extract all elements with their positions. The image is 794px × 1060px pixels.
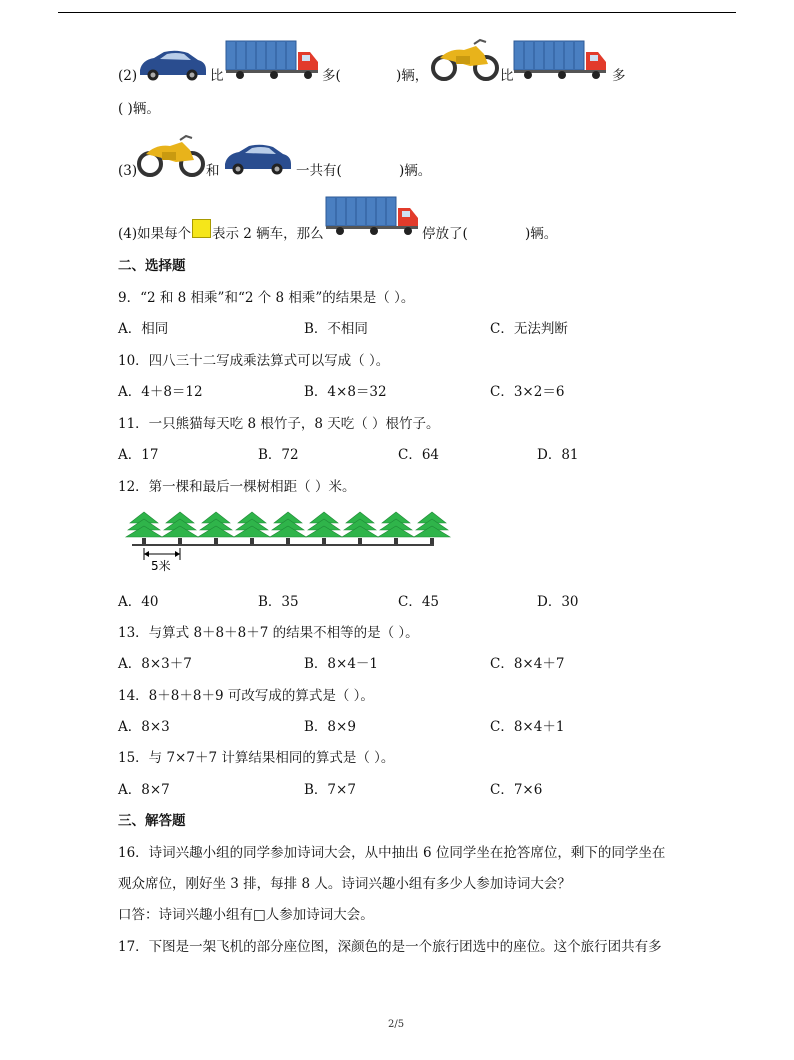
item-3-he: 和: [206, 163, 220, 179]
q17-line1: 17．下图是一架飞机的部分座位图，深颜色的是一个旅行团选中的座位。这个旅行团共有多: [118, 939, 662, 955]
option-c: C．7×6: [490, 782, 543, 798]
truck-icon-2: [512, 38, 608, 80]
q16-line1: 16．诗词兴趣小组的同学参加诗词大会，从中抽出 6 位同学坐在抢答席位，剩下的同学坐在: [118, 845, 666, 861]
item-2-number: (2): [118, 68, 138, 84]
tree-icon: [162, 512, 198, 544]
option-b: B．8×4－1: [304, 656, 378, 672]
question-stem: 13．与算式 8＋8＋8＋7 的结果不相等的是（ ）。: [118, 625, 419, 641]
page-number: 2/5: [388, 1019, 405, 1030]
question-stem: 14．8＋8＋8＋9 可改写成的算式是（ ）。: [118, 688, 374, 704]
question-stem: 9．“2 和 8 相乘”和“2 个 8 相乘”的结果是（ ）。: [118, 290, 415, 306]
tree-icon: [198, 512, 234, 544]
truck-icon: [224, 38, 320, 80]
option-b: B．72: [258, 447, 299, 463]
car-icon: [136, 48, 208, 82]
tree-icon: [306, 512, 342, 544]
option-b: B．8×9: [304, 719, 356, 735]
item-4-text1: (4)如果每个: [118, 226, 192, 242]
option-c: C．8×4＋7: [490, 656, 565, 672]
item-4-text4: )辆。: [525, 226, 558, 242]
tree-icon: [378, 512, 414, 544]
header-rule: [58, 12, 736, 13]
motorcycle-icon-3: [136, 134, 206, 178]
motorcycle-icon: [430, 38, 500, 82]
option-a: A．8×7: [118, 782, 170, 798]
tree-icon: [126, 512, 162, 544]
question-stem: 10．四八三十二写成乘法算式可以写成（ ）。: [118, 353, 390, 369]
tree-icon: [234, 512, 270, 544]
tree-icon: [414, 512, 450, 544]
option-c: C．64: [398, 447, 440, 463]
item-3-liang: )辆。: [399, 163, 432, 179]
section-heading-answer: 三、解答题: [118, 813, 186, 829]
option-a: A．相同: [118, 321, 169, 337]
item-4-text2: 表示 2 辆车，那么: [212, 226, 324, 242]
item-2-liang: )辆，: [396, 68, 429, 84]
truck-icon-4: [324, 194, 420, 236]
question-stem: 12．第一棵和最后一棵树相距（ ）米。: [118, 479, 356, 495]
option-d: D．30: [537, 594, 579, 610]
option-a: A．17: [118, 447, 159, 463]
option-b: B．4×8＝32: [304, 384, 387, 400]
item-2-bi: 比: [210, 68, 224, 84]
option-d: D．81: [537, 447, 579, 463]
option-a: A．40: [118, 594, 159, 610]
option-a: A．8×3＋7: [118, 656, 192, 672]
option-b: B．不相同: [304, 321, 368, 337]
item-3-total: 一共有(: [296, 163, 342, 179]
tree-row-figure: [124, 510, 454, 576]
item-2-bi2: 比: [500, 68, 514, 84]
q16-line2: 观众席位，刚好坐 3 排，每排 8 人。诗词兴趣小组有多少人参加诗词大会？: [118, 876, 571, 892]
item-2-duo: 多(: [322, 68, 341, 84]
option-c: C．3×2＝6: [490, 384, 565, 400]
option-c: C．无法判断: [490, 321, 568, 337]
option-a: A．4＋8＝12: [118, 384, 203, 400]
option-b: B．35: [258, 594, 299, 610]
item-3-number: (3): [118, 163, 138, 179]
car-icon-3: [221, 142, 295, 176]
question-stem: 11．一只熊猫每天吃 8 根竹子，8 天吃（ ）根竹子。: [118, 416, 440, 432]
question-stem: 15．与 7×7＋7 计算结果相同的算式是（ ）。: [118, 750, 395, 766]
tree-icon: [270, 512, 306, 544]
item-2-duo2: 多: [612, 68, 626, 84]
item-4-text3: 停放了(: [422, 226, 468, 242]
option-b: B．7×7: [304, 782, 356, 798]
option-c: C．8×4＋1: [490, 719, 565, 735]
option-c: C．45: [398, 594, 440, 610]
legend-square-icon: [192, 219, 211, 238]
item-2-cont: ( )辆。: [118, 101, 160, 117]
option-a: A．8×3: [118, 719, 170, 735]
section-heading-choice: 二、选择题: [118, 258, 186, 274]
tree-icon: [342, 512, 378, 544]
distance-label: 5米: [151, 559, 171, 573]
q16-answer: 口答：诗词兴趣小组有□人参加诗词大会。: [118, 907, 374, 923]
